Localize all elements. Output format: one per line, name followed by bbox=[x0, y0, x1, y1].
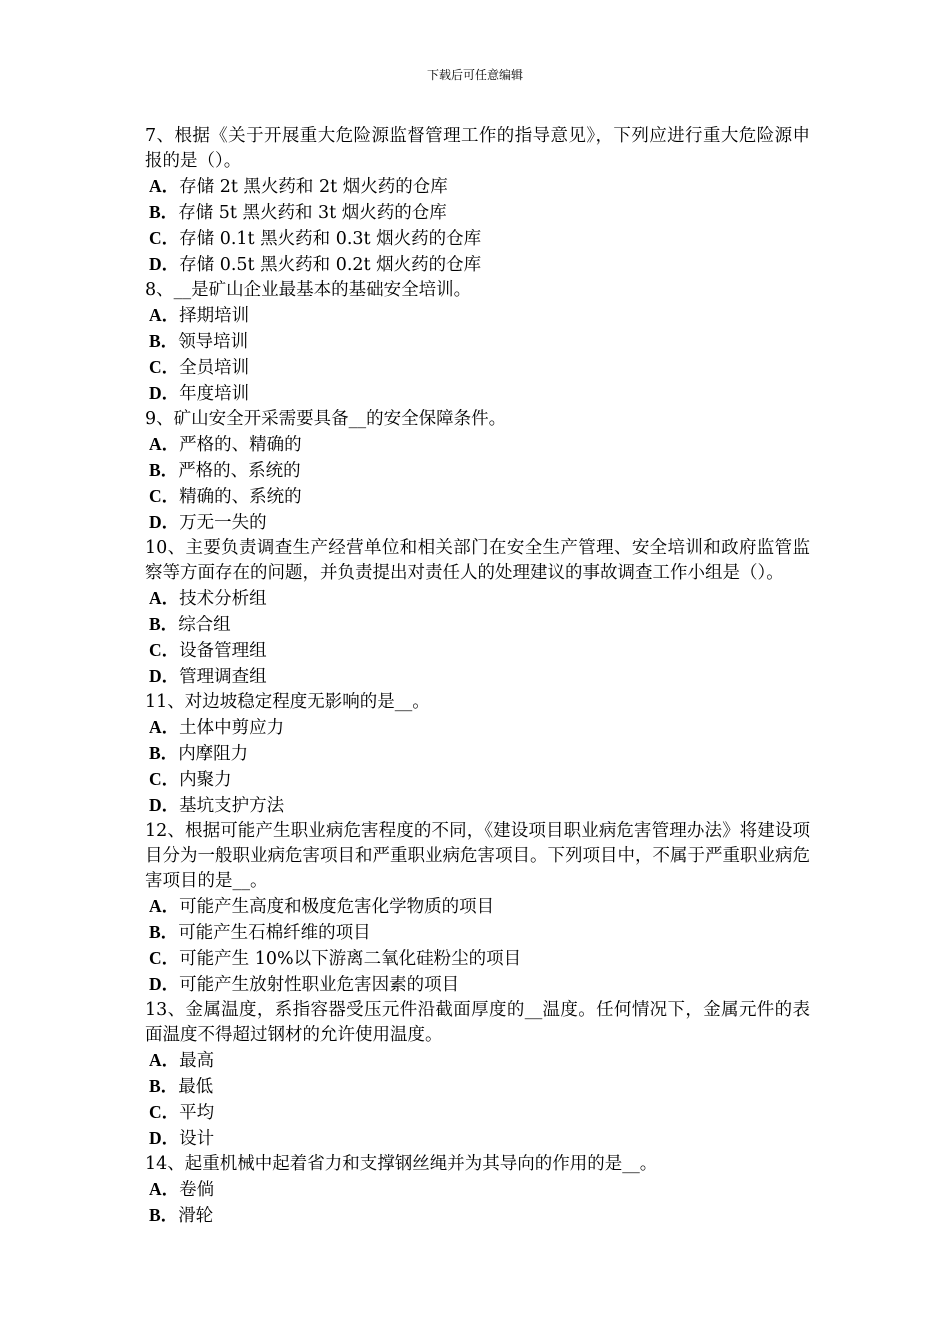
option-text: 平均 bbox=[179, 1103, 215, 1123]
option-text: 技术分析组 bbox=[179, 589, 267, 609]
option-d bbox=[145, 381, 810, 407]
option-letter: B． bbox=[149, 743, 179, 763]
option-letter: B． bbox=[149, 460, 179, 480]
option-a bbox=[145, 1048, 810, 1074]
option-text: 存储 2t 黑火药和 2t 烟火药的仓库 bbox=[179, 177, 448, 197]
option-letter: A． bbox=[149, 305, 180, 325]
option-letter: C． bbox=[149, 228, 180, 248]
question-stem: 12、根据可能产生职业病危害程度的不同，《建设项目职业病危害管理办法》将建设项目分为一般职业病危害项目和严重职业病危害项目。下列项目中，不属于严重职业病危害项目的是__。 bbox=[145, 821, 810, 891]
option-letter: D． bbox=[149, 795, 180, 815]
option-text: 管理调查组 bbox=[179, 667, 267, 687]
option-b bbox=[145, 741, 810, 767]
question-14 bbox=[145, 1152, 810, 1229]
option-a bbox=[145, 174, 810, 200]
option-b bbox=[145, 329, 810, 355]
option-text: 最高 bbox=[179, 1051, 215, 1071]
option-b bbox=[145, 458, 810, 484]
question-9 bbox=[145, 407, 810, 536]
option-text: 设备管理组 bbox=[179, 641, 267, 661]
option-b bbox=[145, 1203, 810, 1229]
option-letter: A． bbox=[149, 434, 180, 454]
question-stem: 7、根据《关于开展重大危险源监督管理工作的指导意见》，下列应进行重大危险源申报的是（）。 bbox=[145, 126, 810, 171]
question-stem: 9、矿山安全开采需要具备__的安全保障条件。 bbox=[145, 409, 507, 429]
option-text: 土体中剪应力 bbox=[179, 718, 285, 738]
option-text: 可能产生高度和极度危害化学物质的项目 bbox=[179, 897, 495, 917]
option-letter: C． bbox=[149, 948, 180, 968]
option-letter: D． bbox=[149, 666, 180, 686]
question-8 bbox=[145, 278, 810, 407]
option-text: 设计 bbox=[179, 1129, 215, 1149]
option-letter: D． bbox=[149, 383, 180, 403]
question-stem: 11、对边坡稳定程度无影响的是__。 bbox=[145, 692, 430, 712]
option-letter: A． bbox=[149, 1050, 180, 1070]
option-text: 可能产生石棉纤维的项目 bbox=[178, 923, 371, 943]
option-a bbox=[145, 586, 810, 612]
option-text: 万无一失的 bbox=[179, 513, 267, 533]
option-letter: C． bbox=[149, 1102, 180, 1122]
option-c bbox=[145, 226, 810, 252]
option-text: 领导培训 bbox=[178, 332, 249, 352]
option-text: 精确的、系统的 bbox=[179, 487, 302, 507]
option-letter: D． bbox=[149, 1128, 180, 1148]
option-d bbox=[145, 510, 810, 536]
option-letter: D． bbox=[149, 254, 180, 274]
option-letter: A． bbox=[149, 588, 180, 608]
question-13 bbox=[145, 998, 810, 1152]
question-stem: 8、__是矿山企业最基本的基础安全培训。 bbox=[145, 280, 472, 300]
page-header: 下载后可任意编辑 bbox=[426, 68, 523, 82]
option-text: 择期培训 bbox=[179, 306, 250, 326]
option-text: 严格的、精确的 bbox=[179, 435, 302, 455]
option-text: 内聚力 bbox=[179, 770, 232, 790]
option-letter: A． bbox=[149, 176, 180, 196]
option-c bbox=[145, 638, 810, 664]
option-text: 存储 5t 黑火药和 3t 烟火药的仓库 bbox=[178, 203, 447, 223]
option-c bbox=[145, 1100, 810, 1126]
option-b bbox=[145, 200, 810, 226]
option-text: 内摩阻力 bbox=[178, 744, 249, 764]
option-d bbox=[145, 793, 810, 819]
option-letter: C． bbox=[149, 640, 180, 660]
option-letter: B． bbox=[149, 331, 179, 351]
option-letter: B． bbox=[149, 614, 179, 634]
option-letter: A． bbox=[149, 1179, 180, 1199]
option-d bbox=[145, 1126, 810, 1152]
option-d bbox=[145, 252, 810, 278]
question-10 bbox=[145, 536, 810, 690]
option-letter: A． bbox=[149, 717, 180, 737]
option-letter: C． bbox=[149, 486, 180, 506]
option-a bbox=[145, 894, 810, 920]
option-c bbox=[145, 767, 810, 793]
option-c bbox=[145, 484, 810, 510]
question-stem: 10、主要负责调查生产经营单位和相关部门在安全生产管理、安全培训和政府监管监察等方面存在的问题，并负责提出对责任人的处理建议的事故调查工作小组是（）。 bbox=[145, 538, 810, 583]
option-b bbox=[145, 1074, 810, 1100]
option-text: 可能产生 10%以下游离二氧化硅粉尘的项目 bbox=[179, 949, 522, 969]
option-c bbox=[145, 946, 810, 972]
option-letter: B． bbox=[149, 922, 179, 942]
option-text: 年度培训 bbox=[179, 384, 250, 404]
option-d bbox=[145, 664, 810, 690]
option-letter: B． bbox=[149, 202, 179, 222]
option-letter: D． bbox=[149, 974, 180, 994]
option-letter: D． bbox=[149, 512, 180, 532]
option-text: 综合组 bbox=[178, 615, 231, 635]
option-a bbox=[145, 715, 810, 741]
option-text: 基坑支护方法 bbox=[179, 796, 285, 816]
option-text: 存储 0.5t 黑火药和 0.2t 烟火药的仓库 bbox=[179, 255, 482, 275]
option-a bbox=[145, 1177, 810, 1203]
question-list bbox=[145, 124, 810, 1229]
question-7 bbox=[145, 124, 810, 278]
option-a bbox=[145, 432, 810, 458]
option-letter: C． bbox=[149, 357, 180, 377]
question-11 bbox=[145, 690, 810, 819]
option-text: 存储 0.1t 黑火药和 0.3t 烟火药的仓库 bbox=[179, 229, 482, 249]
option-letter: A． bbox=[149, 896, 180, 916]
question-12 bbox=[145, 819, 810, 998]
option-letter: B． bbox=[149, 1205, 179, 1225]
question-stem: 13、金属温度，系指容器受压元件沿截面厚度的__温度。任何情况下，金属元件的表面温度不得超过钢材的允许使用温度。 bbox=[145, 1000, 810, 1045]
option-a bbox=[145, 303, 810, 329]
option-text: 可能产生放射性职业危害因素的项目 bbox=[179, 975, 460, 995]
option-c bbox=[145, 355, 810, 381]
option-text: 最低 bbox=[178, 1077, 214, 1097]
option-b bbox=[145, 920, 810, 946]
option-letter: C． bbox=[149, 769, 180, 789]
question-stem: 14、起重机械中起着省力和支撑钢丝绳并为其导向的作用的是__。 bbox=[145, 1154, 658, 1174]
option-d bbox=[145, 972, 810, 998]
option-text: 滑轮 bbox=[178, 1206, 214, 1226]
option-text: 卷倘 bbox=[179, 1180, 215, 1200]
option-text: 全员培训 bbox=[179, 358, 250, 378]
option-letter: B． bbox=[149, 1076, 179, 1096]
option-b bbox=[145, 612, 810, 638]
option-text: 严格的、系统的 bbox=[178, 461, 301, 481]
